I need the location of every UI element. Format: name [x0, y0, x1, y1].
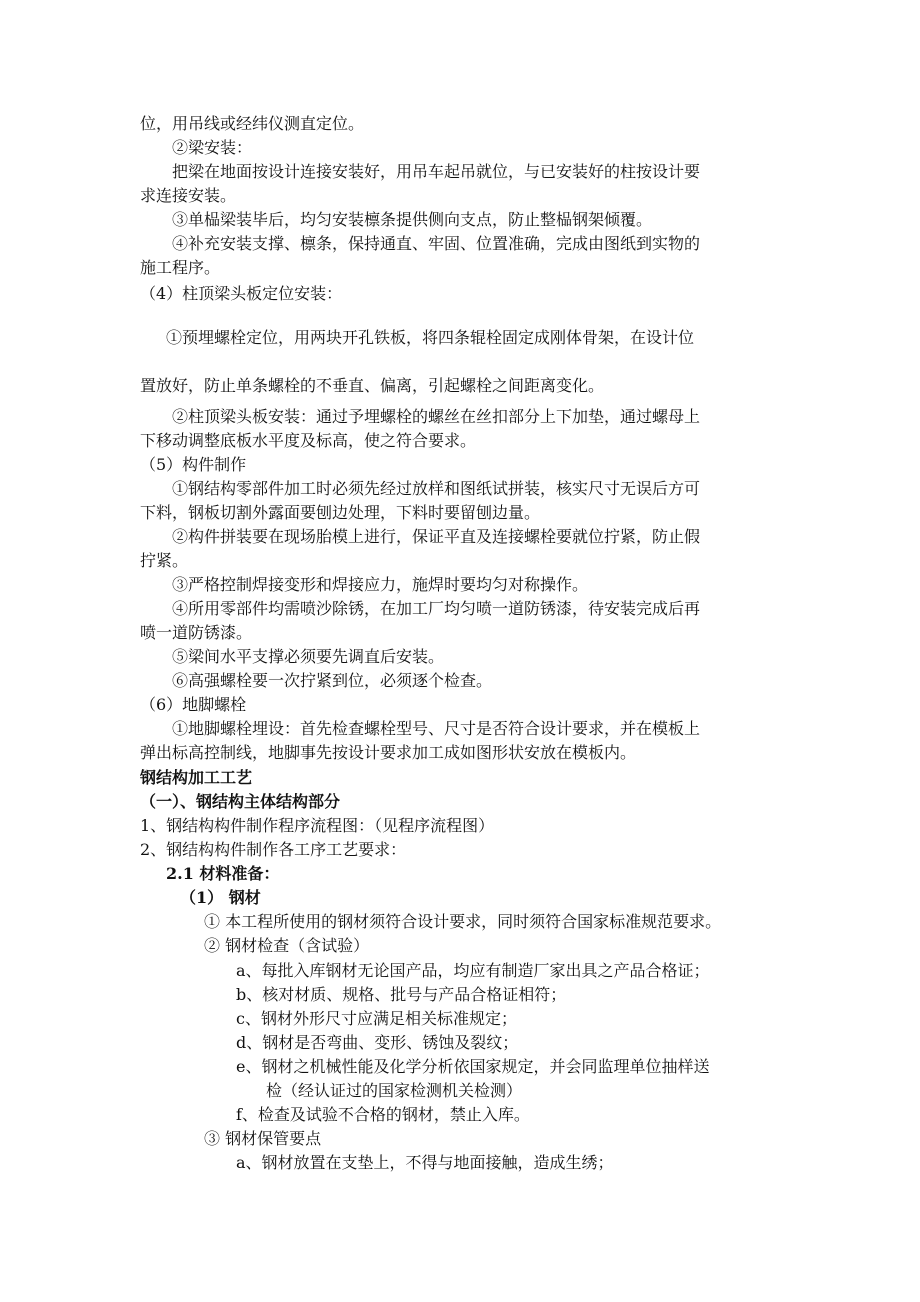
list-item: d、钢材是否弯曲、变形、锈蚀及裂纹； [236, 1033, 519, 1052]
list-item-continuation: 检（经认证过的国家检测机关检测） [266, 1081, 523, 1100]
text-line: ⑤梁间水平支撑必须要先调直后安装。 [172, 647, 445, 666]
text-line: ③单榀梁装毕后，均匀安装檩条提供侧向支点，防止整榀钢架倾覆。 [172, 210, 653, 229]
numbered-item: 2、钢结构构件制作各工序工艺要求： [140, 840, 407, 859]
text-line: ④所用零部件均需喷沙除锈，在加工厂均匀喷一道防锈漆，待安装完成后再 [172, 599, 701, 618]
text-line: ④补充安装支撑、檩条，保持通直、牢固、位置准确，完成由图纸到实物的 [172, 234, 701, 253]
numbered-item: 1、钢结构构件制作程序流程图：（见程序流程图） [140, 816, 495, 835]
text-line: 置放好，防止单条螺栓的不垂直、偏离，引起螺栓之间距离变化。 [140, 376, 605, 395]
text-line: ②构件拼装要在现场胎模上进行，保证平直及连接螺栓要就位拧紧，防止假 [172, 527, 701, 546]
chapter-heading: 钢结构加工工艺 [140, 768, 253, 787]
list-item: c、钢材外形尺寸应满足相关标准规定； [236, 1009, 517, 1028]
text-line: 拧紧。 [140, 551, 189, 570]
section-heading-4: （4）柱顶梁头板定位安装： [140, 284, 343, 303]
subsection-heading: （1） 钢材 [180, 888, 261, 907]
list-item: a、钢材放置在支垫上，不得与地面接触，造成生绣； [236, 1153, 614, 1172]
section-heading-5: （5）构件制作 [140, 455, 247, 474]
subheading-beam-install: ②梁安装： [172, 138, 253, 157]
list-item: a、每批入库钢材无论国产品，均应有制造厂家出具之产品合格证； [236, 961, 710, 980]
subsection-heading: 2.1 材料准备： [166, 864, 280, 883]
text-line: 喷一道防锈漆。 [140, 623, 253, 642]
text-line: ②柱顶梁头板安装：通过予埋螺栓的螺丝在丝扣部分上下加垫，通过螺母上 [172, 407, 701, 426]
text-line: ③严格控制焊接变形和焊接应力，施焊时要均匀对称操作。 [172, 575, 589, 594]
text-line: 下移动调整底板水平度及标高，使之符合要求。 [140, 431, 477, 450]
text-line: ①钢结构零部件加工时必须先经过放样和图纸试拼装，核实尺寸无误后方可 [172, 479, 701, 498]
list-item: b、核对材质、规格、批号与产品合格证相符； [236, 985, 567, 1004]
part-heading: （一）、钢结构主体结构部分 [140, 792, 341, 811]
list-item: e、钢材之机械性能及化学分析依国家规定，并会同监理单位抽样送 [236, 1057, 710, 1076]
list-item: f、检查及试验不合格的钢材，禁止入库。 [236, 1105, 530, 1124]
text-line: 把梁在地面按设计连接安装好，用吊车起吊就位，与已安装好的柱按设计要 [172, 162, 701, 181]
text-line: 施工程序。 [140, 258, 221, 277]
list-item: ① 本工程所使用的钢材须符合设计要求，同时须符合国家标准规范要求。 [204, 912, 722, 931]
text-line: 求连接安装。 [140, 186, 237, 205]
text-line: 位，用吊线或经纬仪测直定位。 [140, 114, 365, 133]
list-item: ② 钢材检查（含试验） [204, 936, 370, 955]
text-line: ①地脚螺栓埋设：首先检查螺栓型号、尺寸是否符合设计要求，并在模板上 [172, 719, 701, 738]
text-line: 弹出标高控制线，地脚事先按设计要求加工成如图形状安放在模板内。 [140, 743, 637, 762]
section-heading-6: （6）地脚螺栓 [140, 695, 247, 714]
list-item: ③ 钢材保管要点 [204, 1129, 322, 1148]
text-line: 下料，钢板切割外露面要刨边处理，下料时要留刨边量。 [140, 503, 541, 522]
text-line: ⑥高强螺栓要一次拧紧到位，必须逐个检查。 [172, 671, 493, 690]
text-line: ①预埋螺栓定位，用两块开孔铁板，将四条辊栓固定成刚体骨架，在设计位 [166, 328, 695, 347]
